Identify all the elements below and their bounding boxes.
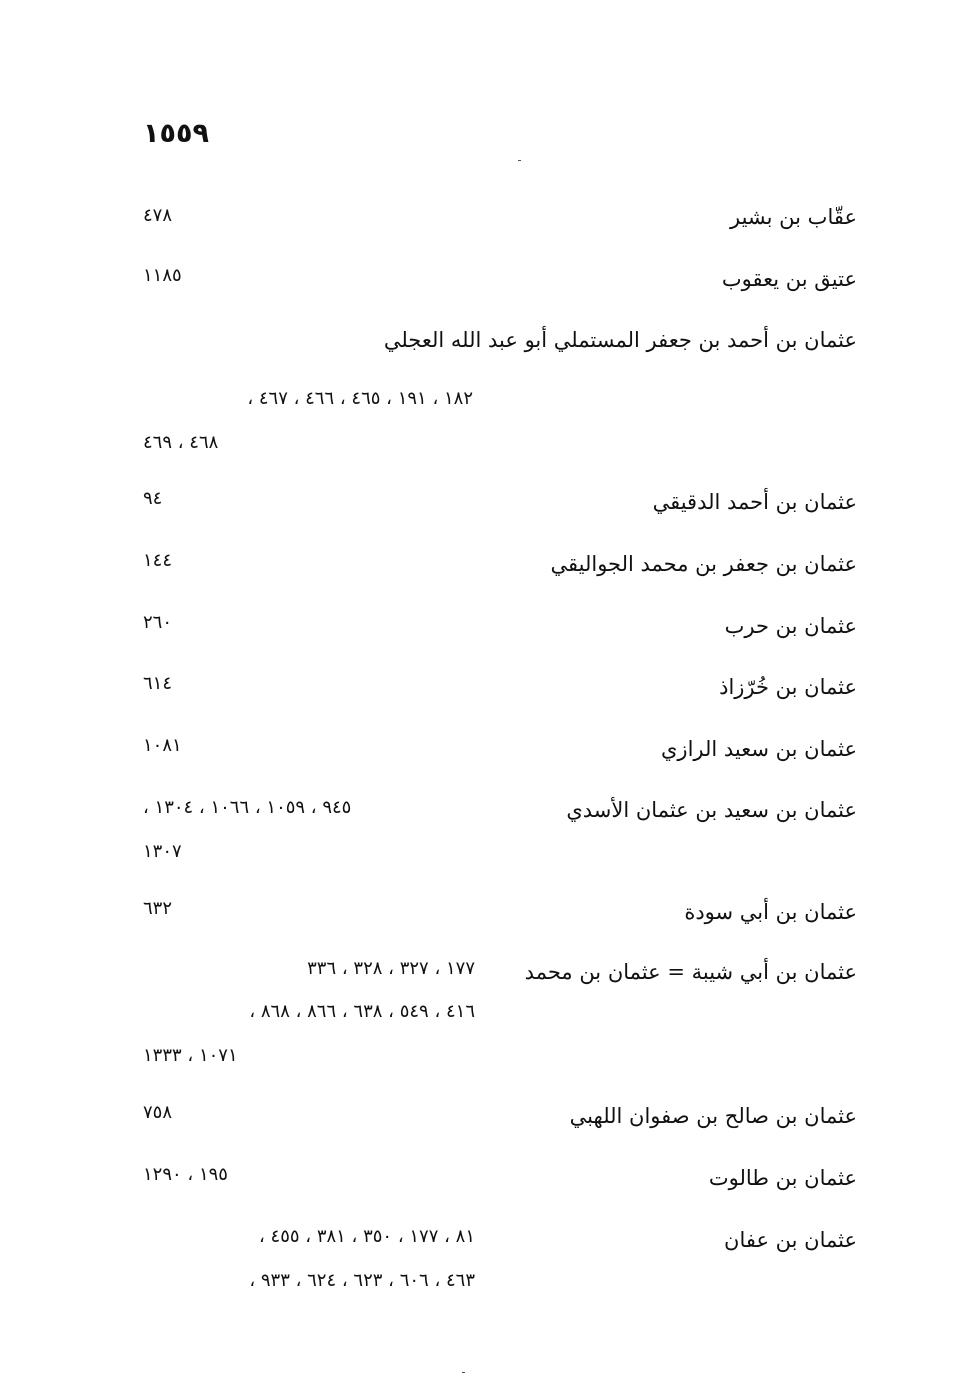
entry-pages-continued: ١٠٧١ ، ١٣٣٣ — [143, 1045, 238, 1066]
entry-pages: ١٨٢ ، ١٩١ ، ٤٦٥ ، ٤٦٦ ، ٤٦٧ ، — [247, 388, 473, 409]
entry-pages: ٢٦٠ — [143, 612, 173, 633]
entry-pages-continued: ٤٦٣ ، ٦٠٦ ، ٦٢٣ ، ٦٢٤ ، ٩٣٣ ، — [249, 1270, 475, 1291]
entry-name: عقّاب بن بشير — [729, 205, 857, 229]
scan-speck — [462, 1372, 465, 1373]
entry-name: عثمان بن سعيد بن عثمان الأسدي — [566, 798, 857, 822]
entry-name: عتيق بن يعقوب — [721, 267, 857, 291]
entry-pages: ١٠٨١ — [143, 735, 182, 756]
entry-name: عثمان بن أحمد الدقيقي — [652, 490, 857, 514]
entry-pages: ١٤٤ — [143, 550, 173, 571]
entry-pages: ٦١٤ — [143, 673, 173, 694]
entry-name: عثمان بن أبي شيبة = عثمان بن محمد — [524, 960, 857, 984]
entry-pages: ٤٧٨ — [143, 205, 173, 226]
entry-name: عثمان بن سعيد الرازي — [660, 737, 857, 761]
entry-pages: ٨١ ، ١٧٧ ، ٣٥٠ ، ٣٨١ ، ٤٥٥ ، — [259, 1226, 475, 1247]
entry-name: عثمان بن طالوت — [708, 1166, 857, 1190]
entry-name: عثمان بن صالح بن صفوان اللهبي — [569, 1104, 857, 1128]
entry-pages-continued: ٤٦٨ ، ٤٦٩ — [143, 432, 219, 453]
page-number: ١٥٥٩ — [143, 118, 209, 149]
entry-name: عثمان بن أحمد بن جعفر المستملي أبو عبد الله العجلي — [383, 328, 857, 352]
entry-pages: ٩٤٥ ، ١٠٥٩ ، ١٠٦٦ ، ١٣٠٤ ، — [143, 797, 352, 818]
entry-pages: ١١٨٥ — [143, 265, 182, 286]
entry-name: عثمان بن خُرّزاذ — [719, 675, 857, 699]
entry-pages: ٧٥٨ — [143, 1102, 173, 1123]
entry-pages: ١٧٧ ، ٣٢٧ ، ٣٢٨ ، ٣٣٦ — [307, 958, 475, 979]
entry-pages-continued: ٤١٦ ، ٥٤٩ ، ٦٣٨ ، ٨٦٦ ، ٨٦٨ ، — [249, 1001, 475, 1022]
entry-name: عثمان بن حرب — [724, 614, 857, 638]
entry-pages: ١٩٥ ، ١٢٩٠ — [143, 1164, 228, 1185]
scan-speck — [518, 160, 521, 161]
entry-pages-continued: ١٣٠٧ — [143, 841, 182, 862]
entry-pages: ٩٤ — [143, 488, 163, 509]
entry-pages: ٦٣٢ — [143, 898, 173, 919]
entry-name: عثمان بن جعفر بن محمد الجواليقي — [550, 552, 857, 576]
entry-name: عثمان بن أبي سودة — [684, 900, 857, 924]
entry-name: عثمان بن عفان — [724, 1228, 857, 1252]
